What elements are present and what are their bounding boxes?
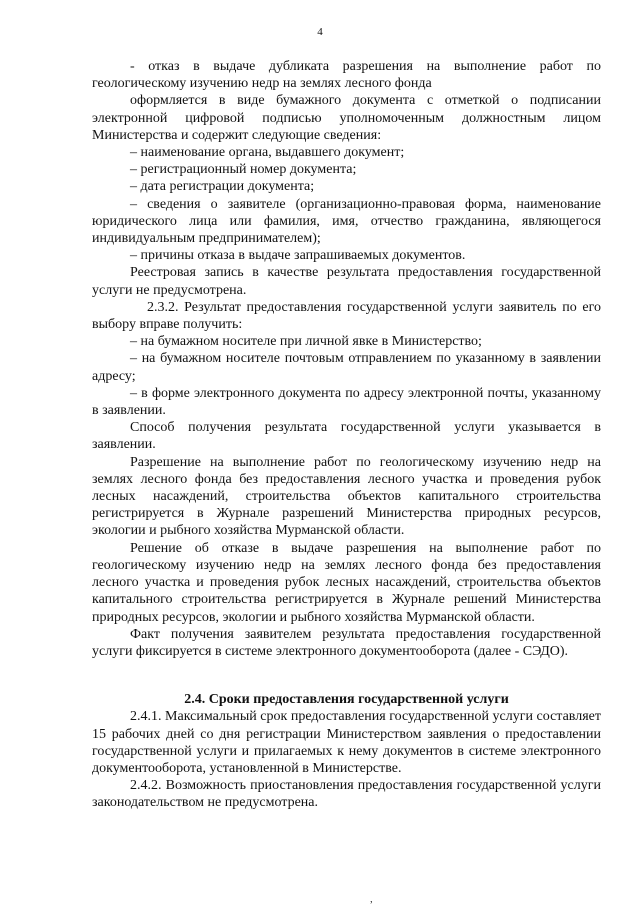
paragraph: - отказ в выдаче дубликата разрешения на выполнение работ по геологическому изучению недр на землях лесного фонда — [92, 59, 601, 92]
page-number: 4 — [317, 26, 323, 38]
list-item: – наименование органа, выдавшего документ; — [130, 145, 405, 161]
page-body — [92, 58, 601, 812]
list-item: – на бумажном носителе при личной явке в Министерство; — [130, 334, 482, 350]
paragraph: Реестровая запись в качестве результата предоставления государственной услуги не предусмотрена. — [92, 265, 601, 298]
footer-mark: , — [370, 893, 373, 905]
paragraph: Разрешение на выполнение работ по геологическому изучению недр на землях лесного фонда без предоставления лесного участка и проведения рубок лесных насаждений, строительства объектов капитального строительства регистрируется в Журнале разрешений Министерства природных ресурсов, экологии и рыбного хозяйства Мурманской области. — [92, 454, 601, 539]
paragraph: 2.4.1. Максимальный срок предоставления государственной услуги составляет 15 рабочих дней со дня регистрации Министерством заявления о предоставлении государственной услуги и прилагаемых к нему документов в системе электронного документооборота, установленной в Министерстве. — [92, 709, 601, 776]
paragraph: 2.4.2. Возможность приостановления предоставления государственной услуги законодательством не предусмотрена. — [92, 778, 601, 811]
list-item: – на бумажном носителе почтовым отправлением по указанному в заявлении адресу; — [92, 351, 601, 384]
list-item: – дата регистрации документа; — [130, 179, 315, 195]
paragraph: Способ получения результата государственной услуги указывается в заявлении. — [92, 420, 601, 453]
list-item: – в форме электронного документа по адресу электронной почты, указанному в заявлении. — [92, 385, 601, 419]
list-item: – регистрационный номер документа; — [130, 162, 357, 178]
list-item: – причины отказа в выдаче запрашиваемых документов. — [130, 248, 466, 264]
list-item: – сведения о заявителе (организационно-правовая форма, наименование юридического лица или фамилия, имя, отчество гражданина, являющегося индивидуальным предпринимателем); — [92, 196, 601, 247]
paragraph: Факт получения заявителем результата предоставления государственной услуги фиксируется в системе электронного документооборота (далее - СЭДО). — [92, 626, 601, 659]
paragraph: оформляется в виде бумажного документа с отметкой о подписании электронной цифровой подписью уполномоченным должностным лицом Министерства и содержит следующие сведения: — [92, 93, 601, 143]
paragraph: 2.3.2. Результат предоставления государственной услуги заявитель по его выбору вправе получить: — [92, 299, 601, 333]
section-heading: 2.4. Сроки предоставления государственной услуги — [184, 692, 509, 708]
paragraph: Решение об отказе в выдаче разрешения на выполнение работ по геологическому изучению недр на землях лесного фонда без предоставления лесного участка и проведения рубок лесных насаждений, строительства объектов капитального строительства регистрируется в Журнале решений Министерства природных ресурсов, экологии и рыбного хозяйства Мурманской области. — [92, 540, 601, 625]
